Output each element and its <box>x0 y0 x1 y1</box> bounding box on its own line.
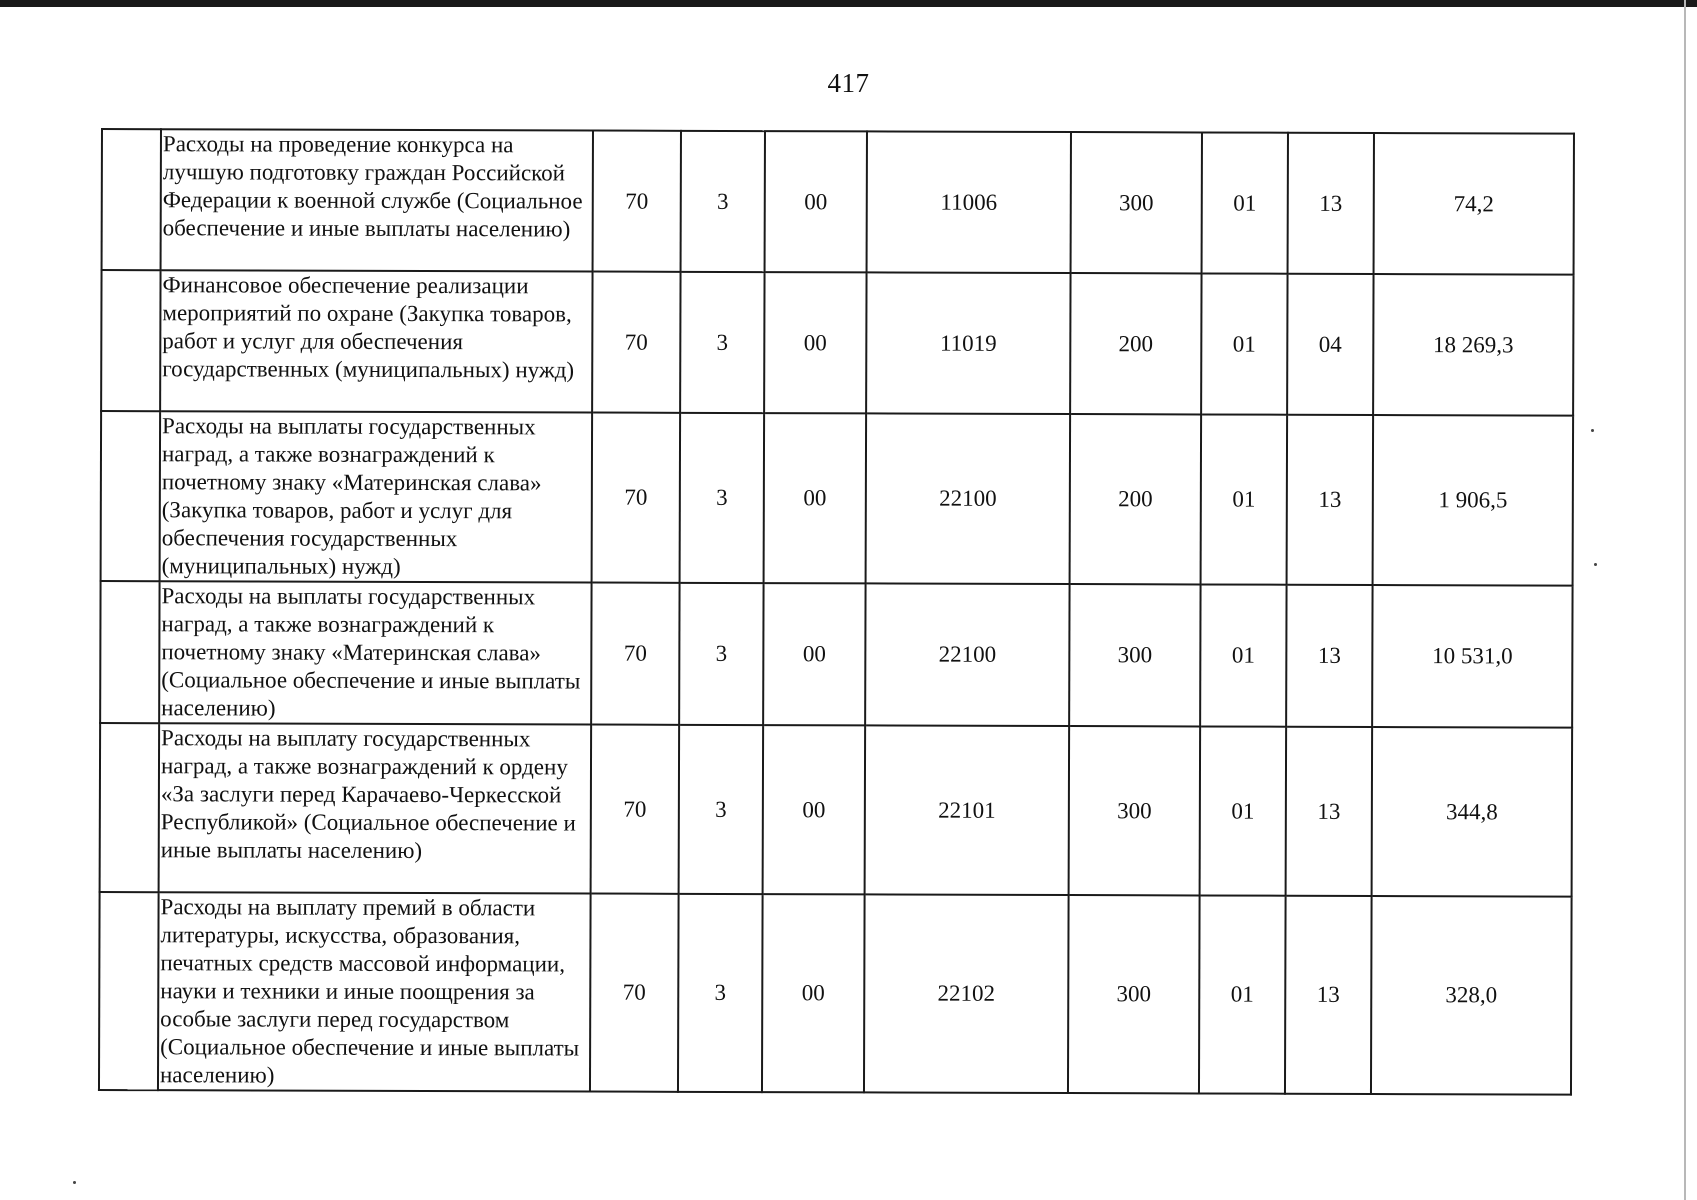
code-cell-3: 00 <box>764 272 866 413</box>
code-cell-5: 300 <box>1069 726 1201 895</box>
description-cell: Финансовое обеспечение реализации мероприятий по охране (Закупка товаров, работ и услуг для обеспечения государственных (муниципальных) нужд) <box>160 270 592 412</box>
code-cell-1: 70 <box>591 725 680 894</box>
code-cell-6: 01 <box>1199 895 1286 1093</box>
row-number-cell <box>100 581 159 723</box>
description-cell: Расходы на проведение конкурса на лучшую подготовку граждан Российской Федерации к военной службе (Социальное обеспечение и иные выплаты населению) <box>161 129 593 271</box>
table-row <box>100 581 1572 728</box>
code-cell-4: 11019 <box>866 272 1070 414</box>
code-cell-6: 01 <box>1201 273 1287 414</box>
description-cell: Расходы на выплаты государственных наград, а также вознаграждений к почетному знаку «Материнская слава» (Социальное обеспечение и иные выплаты населению) <box>159 581 591 724</box>
code-cell-3: 00 <box>763 583 865 725</box>
code-cell-6: 01 <box>1201 414 1288 584</box>
code-cell-1: 70 <box>591 583 679 725</box>
code-cell-1: 70 <box>592 272 680 413</box>
code-cell-2: 3 <box>681 131 765 272</box>
row-number-cell <box>102 129 161 270</box>
code-cell-2: 3 <box>680 413 765 583</box>
code-cell-4: 22102 <box>864 894 1069 1093</box>
code-cell-4: 22100 <box>865 583 1069 726</box>
scan-speck <box>1591 429 1594 432</box>
code-cell-1: 70 <box>592 413 681 583</box>
code-cell-7: 13 <box>1287 415 1374 585</box>
budget-table <box>98 128 1575 1096</box>
page-number: 417 <box>827 68 870 98</box>
table-row <box>102 129 1574 275</box>
code-cell-7: 13 <box>1286 585 1372 727</box>
code-cell-4: 22100 <box>866 413 1071 584</box>
amount-cell: 344,8 <box>1372 727 1573 897</box>
table-row <box>101 411 1574 586</box>
amount-cell: 18 269,3 <box>1373 274 1573 416</box>
amount-cell: 74,2 <box>1374 133 1574 275</box>
code-cell-6: 01 <box>1202 132 1288 273</box>
code-cell-7: 13 <box>1286 727 1373 896</box>
scan-speck <box>1594 563 1597 566</box>
code-cell-3: 00 <box>763 725 866 894</box>
code-cell-2: 3 <box>678 894 763 1092</box>
description-cell: Расходы на выплату государственных наград, а также вознаграждений к ордену «За заслуги перед Карачаево-Черкесской Республикой» (Социальное обеспечение и иные выплаты населению) <box>159 723 592 893</box>
amount-cell: 328,0 <box>1371 896 1572 1095</box>
row-number-cell <box>99 892 159 1090</box>
code-cell-2: 3 <box>680 272 764 413</box>
code-cell-3: 00 <box>762 894 865 1092</box>
code-cell-4: 22101 <box>865 725 1070 895</box>
scan-edge-top <box>0 0 1697 7</box>
description-cell: Расходы на выплату премий в области литературы, искусства, образования, печатных средств массовой информации, науки и техники и иные поощрения за особые заслуги перед государством (Социальное обеспечение и иные выплаты населению) <box>158 892 591 1091</box>
code-cell-1: 70 <box>593 131 681 272</box>
code-cell-3: 00 <box>765 131 867 272</box>
code-cell-5: 200 <box>1070 414 1202 584</box>
table-row <box>101 270 1573 416</box>
code-cell-5: 300 <box>1068 895 1200 1093</box>
code-cell-4: 11006 <box>867 131 1071 273</box>
code-cell-1: 70 <box>590 894 679 1092</box>
amount-cell: 10 531,0 <box>1372 585 1572 728</box>
amount-cell: 1 906,5 <box>1373 415 1574 586</box>
code-cell-7: 04 <box>1287 274 1373 415</box>
code-cell-6: 01 <box>1200 726 1287 895</box>
description-cell: Расходы на выплаты государственных наград, а также вознаграждений к почетному знаку «Материнская слава» (Закупка товаров, работ и услуг для обеспечения государственных (муниципальных) нужд) <box>160 411 593 582</box>
code-cell-7: 13 <box>1285 896 1372 1094</box>
code-cell-6: 01 <box>1200 584 1286 726</box>
table-row <box>99 892 1572 1095</box>
code-cell-2: 3 <box>679 725 764 894</box>
table-row <box>100 723 1573 897</box>
code-cell-5: 300 <box>1069 584 1200 726</box>
code-cell-7: 13 <box>1288 133 1374 274</box>
row-number-cell <box>101 270 160 411</box>
scan-speck <box>73 1181 76 1184</box>
scan-edge-right <box>1684 0 1686 1200</box>
row-number-cell <box>100 723 160 892</box>
code-cell-5: 200 <box>1070 273 1201 414</box>
code-cell-3: 00 <box>764 413 867 583</box>
code-cell-2: 3 <box>679 583 763 725</box>
code-cell-5: 300 <box>1071 132 1202 273</box>
row-number-cell <box>101 411 161 581</box>
